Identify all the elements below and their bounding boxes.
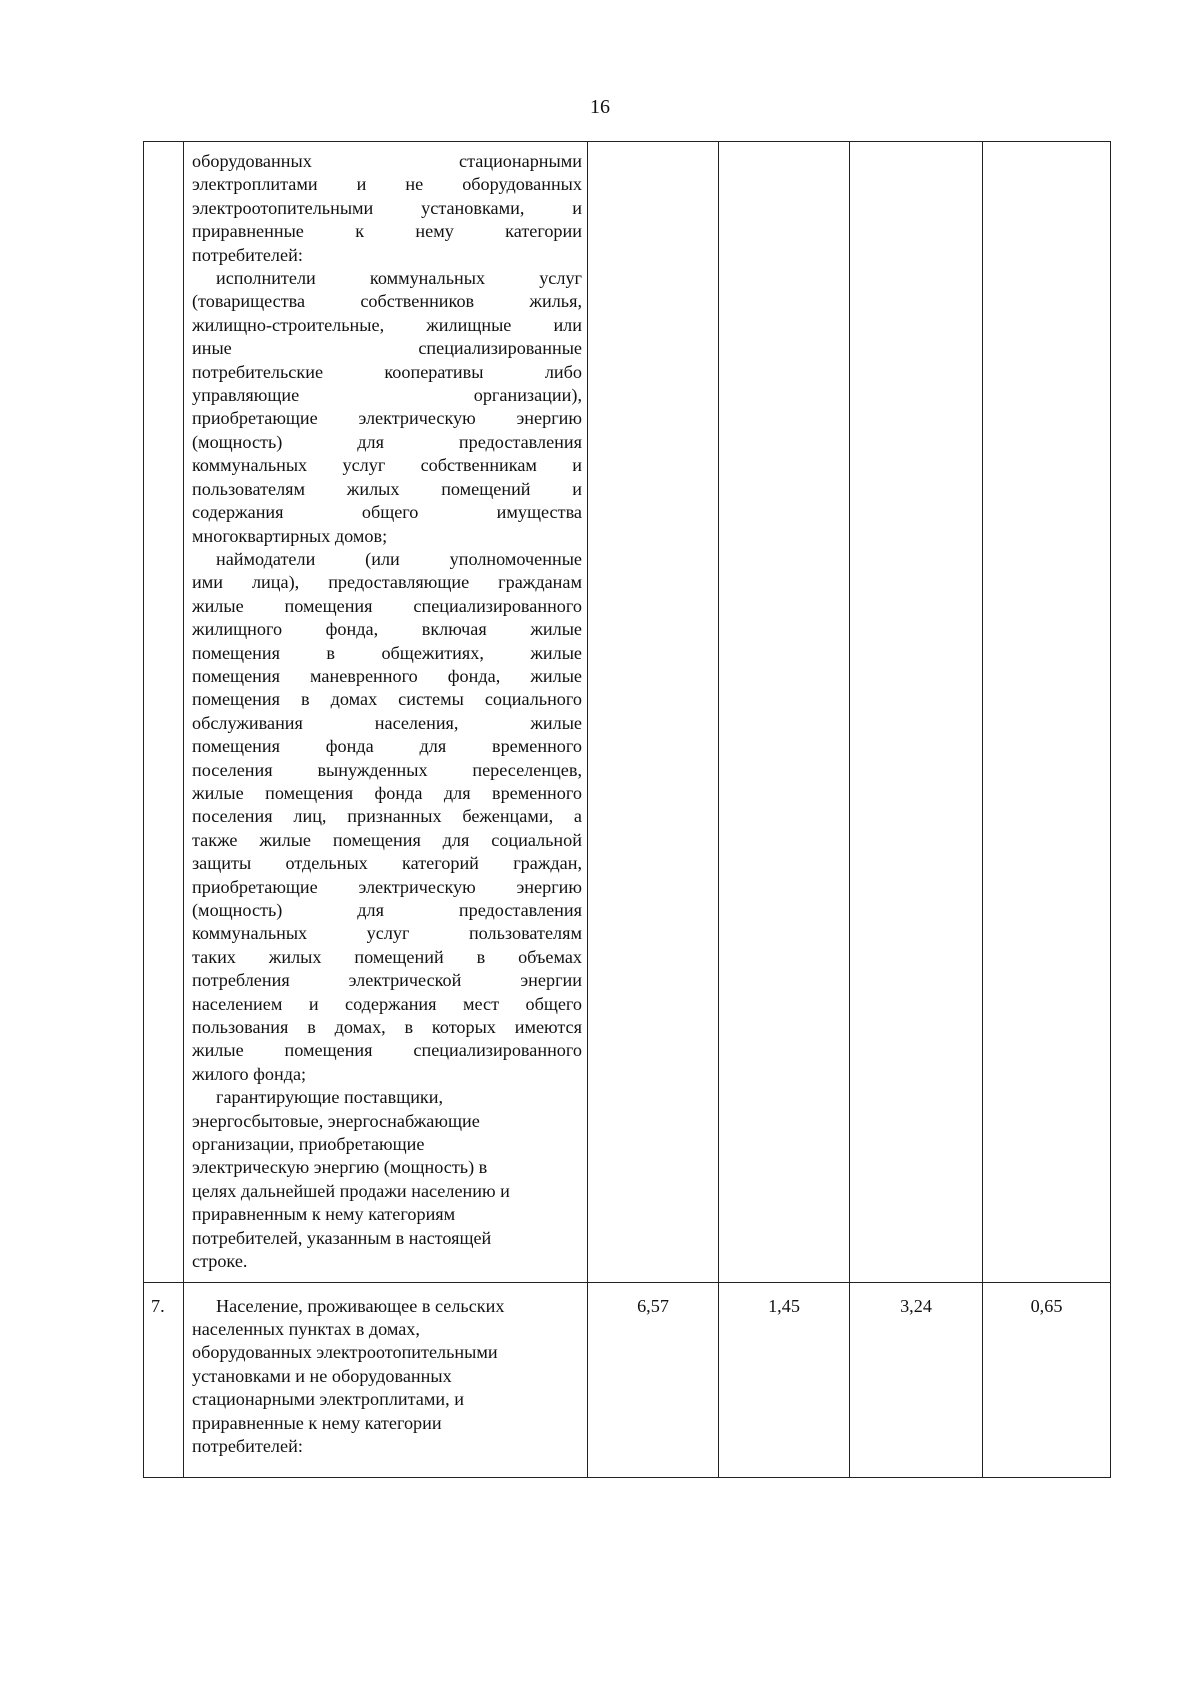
row-number-cell: 7. <box>144 1282 184 1477</box>
text-line: приобретающие электрическую энергию <box>192 876 582 897</box>
text-line: жилищно-строительные, жилищные или <box>192 314 582 335</box>
text-line: пользователям жилых помещений и <box>192 478 582 499</box>
text-line: обслуживания населения, жилые <box>192 712 582 733</box>
text-line: (мощность) для предоставления <box>192 900 582 920</box>
text-line: жилые помещения специализированного <box>192 1040 582 1061</box>
value-cell-4: 0,65 <box>983 1282 1111 1477</box>
text-line: жилые помещения фонда для временного <box>192 782 582 803</box>
text-line: (товарищества собственников жилья, <box>192 291 582 312</box>
text-line: потребителей: <box>192 1435 303 1456</box>
value-cell-3 <box>850 142 983 1283</box>
text-line: строке. <box>192 1251 248 1272</box>
text-line: электрическую энергию (мощность) в <box>192 1157 488 1178</box>
value-cell-1: 6,57 <box>588 1282 719 1477</box>
value-cell-1 <box>588 142 719 1283</box>
table-row-7 <box>144 1282 1111 1477</box>
text-line: энергосбытовые, энергоснабжающие <box>192 1110 480 1131</box>
text-line: приобретающие электрическую энергию <box>192 408 582 429</box>
text-line: приравненные к нему категории <box>192 221 582 242</box>
paragraph-consumers-categories <box>192 150 582 267</box>
text-line: иные специализированные <box>192 338 582 359</box>
table-row-continued <box>144 142 1111 1283</box>
page-number: 16 <box>590 96 610 118</box>
text-line: поселения вынужденных переселенцев, <box>192 759 582 780</box>
text-line: установками и не оборудованных <box>192 1365 452 1386</box>
text-line: потребителей: <box>192 244 303 265</box>
text-line: жилые помещения специализированного <box>192 595 582 616</box>
text-line: целях дальнейшей продажи населению и <box>192 1180 510 1201</box>
text-line: жилищного фонда, включая жилые <box>192 619 582 640</box>
paragraph-utility-providers <box>192 267 582 548</box>
text-line: помещения фонда для временного <box>192 736 582 757</box>
text-line: оборудованных электроотопительными <box>192 1342 498 1363</box>
paragraph-guaranteeing-suppliers <box>192 1086 582 1273</box>
text-line: многоквартирных домов; <box>192 525 388 546</box>
text-line: таких жилых помещений в объемах <box>192 946 582 967</box>
text-line: оборудованных стационарными <box>192 151 582 171</box>
text-line: также жилые помещения для социальной <box>192 829 582 850</box>
text-line: содержания общего имущества <box>192 502 582 523</box>
text-line: организации, приобретающие <box>192 1134 425 1155</box>
text-line: населенных пунктах в домах, <box>192 1318 420 1339</box>
text-line: населением и содержания мест общего <box>192 993 582 1014</box>
text-line: исполнители коммунальных услуг <box>216 268 582 289</box>
text-line: защиты отдельных категорий граждан, <box>192 853 582 874</box>
value-cell-3: 3,24 <box>850 1282 983 1477</box>
text-line: наймодатели (или уполномоченные <box>216 548 582 569</box>
text-line: приравненным к нему категориям <box>192 1204 456 1225</box>
text-line: электроотопительными установками, и <box>192 197 582 218</box>
text-line: Население, проживающее в сельских <box>216 1295 505 1316</box>
text-line: гарантирующие поставщики, <box>216 1087 444 1108</box>
text-line: поселения лиц, признанных беженцами, а <box>192 806 582 827</box>
text-line: коммунальных услуг собственникам и <box>192 455 582 476</box>
text-line: потребления электрической энергии <box>192 970 582 991</box>
paragraph-rural-population <box>192 1295 582 1459</box>
text-line: приравненные к нему категории <box>192 1412 442 1433</box>
value-cell-2: 1,45 <box>719 1282 850 1477</box>
text-line: управляющие организации), <box>192 385 582 406</box>
text-line: коммунальных услуг пользователям <box>192 923 582 944</box>
description-cell <box>184 142 588 1283</box>
text-line: ими лица), предоставляющие гражданам <box>192 572 582 593</box>
value-cell-4 <box>983 142 1111 1283</box>
text-line: электроплитами и не оборудованных <box>192 174 582 195</box>
value-cell-2 <box>719 142 850 1283</box>
text-line: жилого фонда; <box>192 1063 307 1084</box>
text-line: помещения в общежитиях, жилые <box>192 642 582 663</box>
text-line: (мощность) для предоставления <box>192 431 582 452</box>
description-cell <box>184 1282 588 1477</box>
text-line: стационарными электроплитами, и <box>192 1389 464 1410</box>
text-line: помещения в домах системы социального <box>192 689 582 710</box>
text-line: пользования в домах, в которых имеются <box>192 1017 582 1038</box>
tariff-table <box>143 141 1111 1478</box>
text-line: потребителей, указанным в настоящей <box>192 1227 492 1248</box>
text-line: помещения маневренного фонда, жилые <box>192 665 582 686</box>
text-line: потребительские кооперативы либо <box>192 361 582 382</box>
paragraph-landlords <box>192 548 582 1086</box>
row-number-cell <box>144 142 184 1283</box>
